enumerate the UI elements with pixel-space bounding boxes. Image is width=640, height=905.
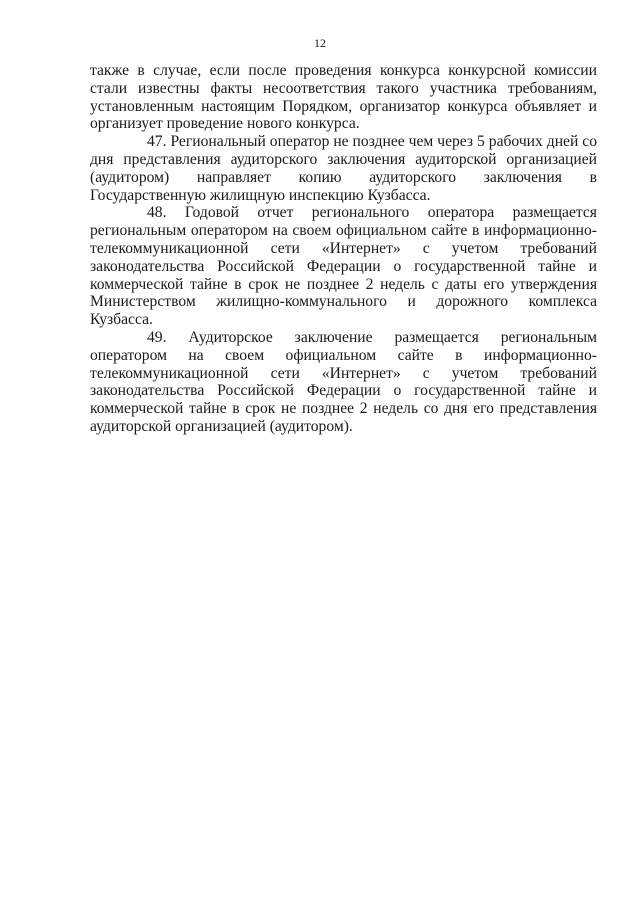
page-number: 12: [314, 36, 326, 50]
paragraph-continuation: также в случае, если после проведения конкурса конкурсной комиссии стали известны факты несоответствия такого участника требованиям, установленным настоящим Порядком, организатор конкурса объявляет и организует проведение нового конкурса.: [90, 62, 597, 133]
paragraph-47: 47. Региональный оператор не позднее чем через 5 рабочих дней со дня представления аудиторского заключения аудиторской организацией (аудитором) направляет копию аудиторского заключения в Государственную жилищную инспекцию Кузбасса.: [90, 133, 597, 204]
document-body: [90, 62, 597, 436]
paragraph-49: 49. Аудиторское заключение размещается региональным оператором на своем официальном сайте в информационно-телекоммуникационной сети «Интернет» с учетом требований законодательства Российской Федерации о государственной тайне и коммерческой тайне в срок не позднее 2 недель со дня его представления аудиторской организацией (аудитором).: [90, 328, 597, 435]
paragraph-48: 48. Годовой отчет регионального оператора размещается региональным оператором на своем официальном сайте в информационно-телекоммуникационной сети «Интернет» с учетом требований законодательства Российской Федерации о государственной тайне и коммерческой тайне в срок не позднее 2 недель с даты его утверждения Министерством жилищно-коммунального и дорожного комплекса Кузбасса.: [90, 204, 597, 329]
